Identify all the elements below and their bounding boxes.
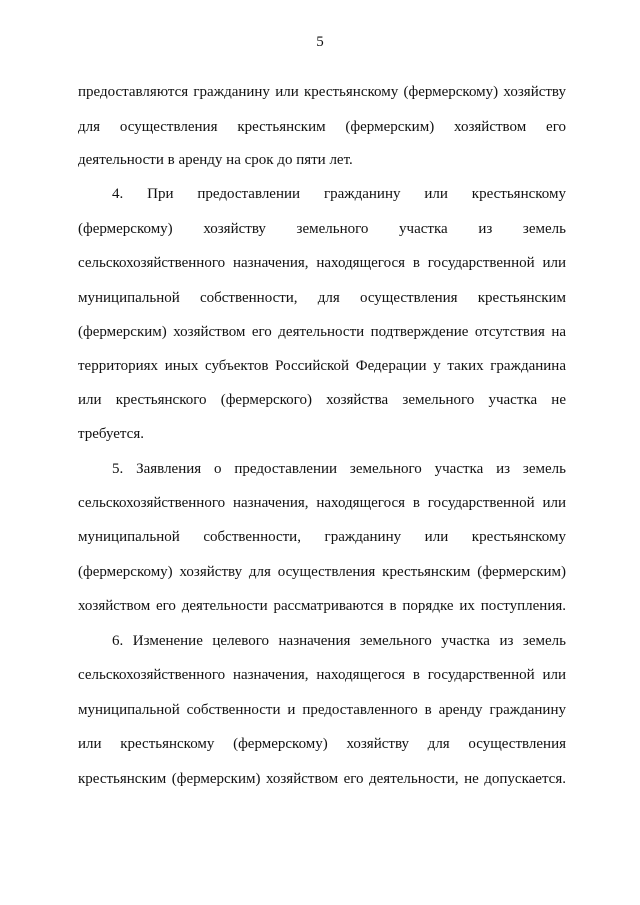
text-line: сельскохозяйственного назначения, находящегося в государственной или — [78, 495, 566, 511]
text-line: (фермерскому) хозяйству земельного участка из земель — [78, 221, 566, 237]
text-line: или крестьянскому (фермерскому) хозяйству для осуществления — [78, 736, 566, 752]
paragraph-6-first-line: 6. Изменение целевого назначения земельного участка из земель — [112, 633, 566, 649]
paragraph-5-first-line: 5. Заявления о предоставлении земельного участка из земель — [112, 461, 566, 477]
paragraph-4-first-line: 4. При предоставлении гражданину или крестьянскому — [112, 186, 566, 202]
text-line: (фермерским) хозяйством его деятельности подтверждение отсутствия на — [78, 324, 566, 340]
text-line: или крестьянского (фермерского) хозяйства земельного участка не — [78, 392, 566, 408]
text-line: деятельности в аренду на срок до пяти лет. — [78, 152, 353, 168]
text-line: требуется. — [78, 426, 144, 442]
text-line: муниципальной собственности, гражданину или крестьянскому — [78, 529, 566, 545]
text-line: территориях иных субъектов Российской Федерации у таких гражданина — [78, 358, 566, 374]
text-line: муниципальной собственности, для осуществления крестьянским — [78, 290, 566, 306]
page-number: 5 — [316, 34, 324, 50]
text-line: (фермерскому) хозяйству для осуществления крестьянским (фермерским) — [78, 564, 566, 580]
text-line: хозяйством его деятельности рассматриваются в порядке их поступления. — [78, 598, 566, 614]
text-line: сельскохозяйственного назначения, находящегося в государственной или — [78, 255, 566, 271]
text-line: муниципальной собственности и предоставленного в аренду гражданину — [78, 702, 566, 718]
text-line: крестьянским (фермерским) хозяйством его деятельности, не допускается. — [78, 771, 566, 787]
text-line: предоставляются гражданину или крестьянскому (фермерскому) хозяйству — [78, 84, 566, 100]
text-line: сельскохозяйственного назначения, находящегося в государственной или — [78, 667, 566, 683]
text-line: для осуществления крестьянским (фермерским) хозяйством его — [78, 119, 566, 135]
